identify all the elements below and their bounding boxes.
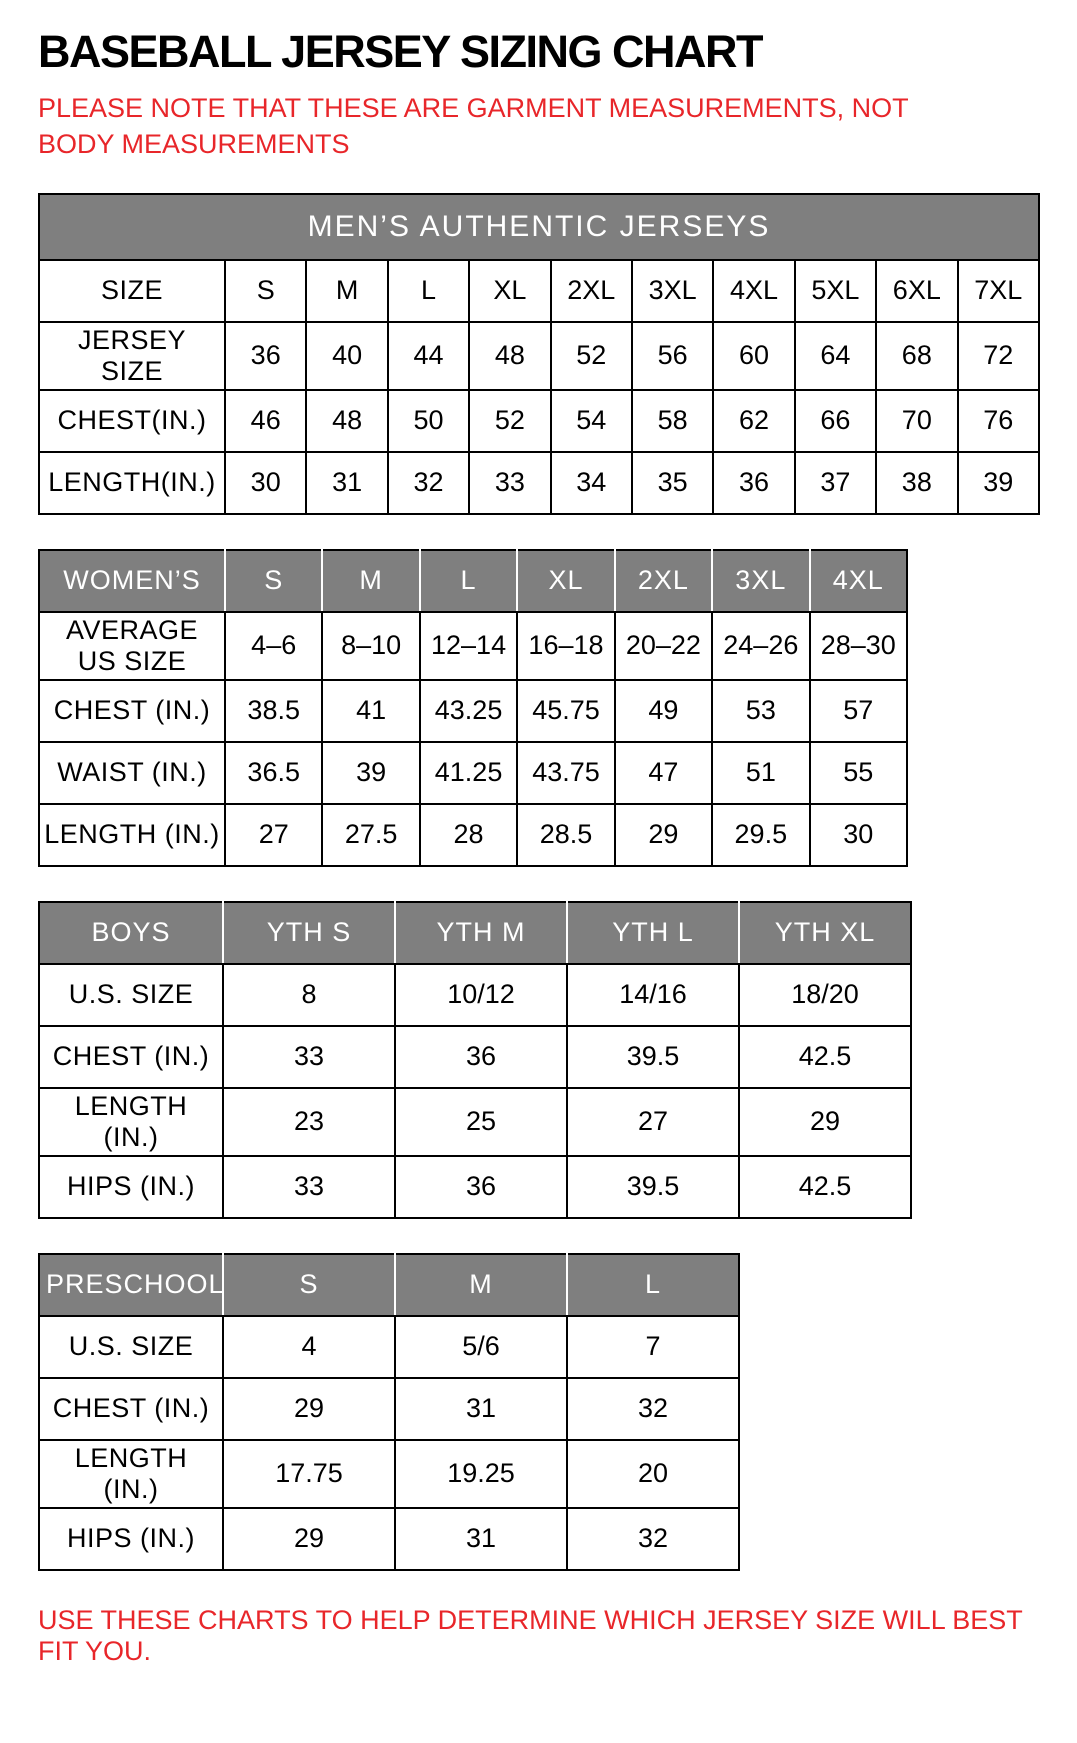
- table-cell: 48: [469, 322, 550, 390]
- table-cell: 76: [958, 390, 1039, 452]
- table-cell: S: [225, 260, 306, 322]
- table-row: [39, 260, 1039, 322]
- womens-column-header: M: [322, 550, 419, 612]
- page-title: BASEBALL JERSEY SIZING CHART: [38, 26, 762, 77]
- table-cell: 48: [306, 390, 387, 452]
- table-cell: 4: [223, 1316, 395, 1378]
- table-cell: 29: [739, 1088, 911, 1156]
- table-cell: 32: [567, 1378, 739, 1440]
- table-cell: L: [388, 260, 469, 322]
- preschool-column-header: L: [567, 1254, 739, 1316]
- table-row: [39, 452, 1039, 514]
- table-cell: 68: [876, 322, 957, 390]
- table-cell: 38: [876, 452, 957, 514]
- table-cell: 17.75: [223, 1440, 395, 1508]
- row-label: SIZE: [39, 260, 225, 322]
- row-label: WAIST (IN.): [39, 742, 225, 804]
- table-row: [39, 680, 907, 742]
- preschool-column-header: M: [395, 1254, 567, 1316]
- table-row: [39, 964, 911, 1026]
- mens-banner-row: [39, 194, 1039, 260]
- table-cell: 47: [615, 742, 712, 804]
- row-label: AVERAGE US SIZE: [39, 612, 225, 680]
- table-cell: 14/16: [567, 964, 739, 1026]
- table-row: [39, 390, 1039, 452]
- womens-column-header: L: [420, 550, 517, 612]
- table-cell: 28: [420, 804, 517, 866]
- table-cell: M: [306, 260, 387, 322]
- row-label: JERSEY SIZE: [39, 322, 225, 390]
- table-cell: 34: [551, 452, 632, 514]
- row-label: CHEST (IN.): [39, 1378, 223, 1440]
- womens-column-header: 2XL: [615, 550, 712, 612]
- table-cell: 30: [225, 452, 306, 514]
- table-row: [39, 1508, 739, 1570]
- table-cell: 42.5: [739, 1026, 911, 1088]
- womens-column-header: XL: [517, 550, 614, 612]
- womens-header-row: [39, 550, 907, 612]
- row-label: U.S. SIZE: [39, 1316, 223, 1378]
- boys-column-header: YTH S: [223, 902, 395, 964]
- boys-header-row: [39, 902, 911, 964]
- table-cell: 29: [615, 804, 712, 866]
- table-cell: 38.5: [225, 680, 322, 742]
- table-cell: XL: [469, 260, 550, 322]
- table-cell: 66: [795, 390, 876, 452]
- table-cell: 32: [567, 1508, 739, 1570]
- table-cell: 58: [632, 390, 713, 452]
- row-label: HIPS (IN.): [39, 1508, 223, 1570]
- table-cell: 31: [395, 1508, 567, 1570]
- table-cell: 41.25: [420, 742, 517, 804]
- table-cell: 28–30: [810, 612, 907, 680]
- row-label: CHEST(IN.): [39, 390, 225, 452]
- row-label: LENGTH (IN.): [39, 804, 225, 866]
- table-cell: 8: [223, 964, 395, 1026]
- table-cell: 29: [223, 1508, 395, 1570]
- table-cell: 29.5: [712, 804, 809, 866]
- table-cell: 36: [395, 1156, 567, 1218]
- table-cell: 36: [713, 452, 794, 514]
- table-row: [39, 1088, 911, 1156]
- table-cell: 40: [306, 322, 387, 390]
- table-cell: 35: [632, 452, 713, 514]
- table-cell: 18/20: [739, 964, 911, 1026]
- table-cell: 16–18: [517, 612, 614, 680]
- table-cell: 4XL: [713, 260, 794, 322]
- table-cell: 44: [388, 322, 469, 390]
- footer-note: USE THESE CHARTS TO HELP DETERMINE WHICH JERSEY SIZE WILL BEST FIT YOU.: [38, 1604, 1023, 1666]
- table-row: [39, 612, 907, 680]
- table-cell: 29: [223, 1378, 395, 1440]
- table-cell: 32: [388, 452, 469, 514]
- table-cell: 54: [551, 390, 632, 452]
- table-cell: 31: [306, 452, 387, 514]
- table-cell: 53: [712, 680, 809, 742]
- table-cell: 5/6: [395, 1316, 567, 1378]
- table-cell: 10/12: [395, 964, 567, 1026]
- table-cell: 28.5: [517, 804, 614, 866]
- table-cell: 30: [810, 804, 907, 866]
- table-row: [39, 1378, 739, 1440]
- table-cell: 31: [395, 1378, 567, 1440]
- table-cell: 19.25: [395, 1440, 567, 1508]
- table-cell: 33: [223, 1156, 395, 1218]
- table-cell: 55: [810, 742, 907, 804]
- table-cell: 56: [632, 322, 713, 390]
- table-cell: 41: [322, 680, 419, 742]
- row-label: LENGTH(IN.): [39, 452, 225, 514]
- table-cell: 39.5: [567, 1156, 739, 1218]
- preschool-column-header: S: [223, 1254, 395, 1316]
- table-cell: 45.75: [517, 680, 614, 742]
- mens-sizing-table: [38, 193, 1040, 515]
- table-cell: 5XL: [795, 260, 876, 322]
- mens-table-banner: MEN’S AUTHENTIC JERSEYS: [39, 194, 1039, 260]
- table-row: [39, 804, 907, 866]
- row-label: LENGTH (IN.): [39, 1088, 223, 1156]
- table-cell: 36: [395, 1026, 567, 1088]
- table-cell: 27: [225, 804, 322, 866]
- row-label: CHEST (IN.): [39, 1026, 223, 1088]
- table-cell: 52: [469, 390, 550, 452]
- table-cell: 37: [795, 452, 876, 514]
- table-cell: 51: [712, 742, 809, 804]
- table-cell: 36: [225, 322, 306, 390]
- table-row: [39, 1156, 911, 1218]
- boys-header-label: BOYS: [39, 902, 223, 964]
- womens-column-header: 4XL: [810, 550, 907, 612]
- garment-measurement-note: PLEASE NOTE THAT THESE ARE GARMENT MEASUREMENTS, NOT BODY MEASUREMENTS: [38, 93, 909, 160]
- table-cell: 2XL: [551, 260, 632, 322]
- table-cell: 42.5: [739, 1156, 911, 1218]
- table-cell: 39.5: [567, 1026, 739, 1088]
- table-cell: 57: [810, 680, 907, 742]
- preschool-header-label: PRESCHOOL: [39, 1254, 223, 1316]
- row-label: LENGTH (IN.): [39, 1440, 223, 1508]
- table-cell: 72: [958, 322, 1039, 390]
- table-cell: 27: [567, 1088, 739, 1156]
- preschool-sizing-table: [38, 1253, 740, 1571]
- table-cell: 12–14: [420, 612, 517, 680]
- table-cell: 25: [395, 1088, 567, 1156]
- row-label: CHEST (IN.): [39, 680, 225, 742]
- row-label: HIPS (IN.): [39, 1156, 223, 1218]
- table-cell: 8–10: [322, 612, 419, 680]
- preschool-header-row: [39, 1254, 739, 1316]
- table-cell: 7: [567, 1316, 739, 1378]
- table-cell: 70: [876, 390, 957, 452]
- boys-sizing-table: [38, 901, 912, 1219]
- table-cell: 52: [551, 322, 632, 390]
- table-row: [39, 1316, 739, 1378]
- womens-header-label: WOMEN’S: [39, 550, 225, 612]
- table-cell: 3XL: [632, 260, 713, 322]
- table-cell: 62: [713, 390, 794, 452]
- table-cell: 24–26: [712, 612, 809, 680]
- table-row: [39, 742, 907, 804]
- table-cell: 20: [567, 1440, 739, 1508]
- boys-column-header: YTH M: [395, 902, 567, 964]
- table-cell: 33: [469, 452, 550, 514]
- womens-column-header: S: [225, 550, 322, 612]
- table-cell: 4–6: [225, 612, 322, 680]
- table-cell: 43.25: [420, 680, 517, 742]
- table-cell: 49: [615, 680, 712, 742]
- womens-column-header: 3XL: [712, 550, 809, 612]
- table-cell: 33: [223, 1026, 395, 1088]
- table-cell: 60: [713, 322, 794, 390]
- table-cell: 64: [795, 322, 876, 390]
- table-cell: 39: [322, 742, 419, 804]
- table-cell: 46: [225, 390, 306, 452]
- womens-sizing-table: [38, 549, 908, 867]
- table-row: [39, 322, 1039, 390]
- boys-column-header: YTH L: [567, 902, 739, 964]
- table-cell: 7XL: [958, 260, 1039, 322]
- table-cell: 27.5: [322, 804, 419, 866]
- table-row: [39, 1440, 739, 1508]
- table-cell: 43.75: [517, 742, 614, 804]
- table-cell: 6XL: [876, 260, 957, 322]
- row-label: U.S. SIZE: [39, 964, 223, 1026]
- table-cell: 39: [958, 452, 1039, 514]
- table-cell: 36.5: [225, 742, 322, 804]
- table-row: [39, 1026, 911, 1088]
- table-cell: 20–22: [615, 612, 712, 680]
- table-cell: 50: [388, 390, 469, 452]
- boys-column-header: YTH XL: [739, 902, 911, 964]
- table-cell: 23: [223, 1088, 395, 1156]
